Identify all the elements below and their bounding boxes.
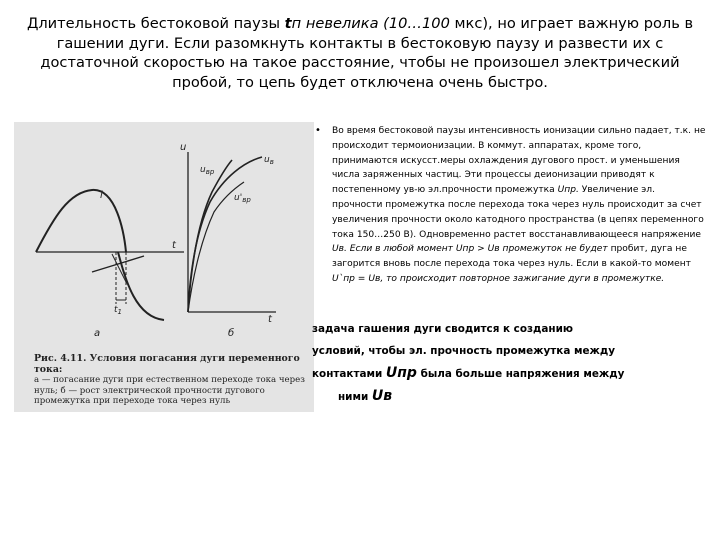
conclusion-line-4: ними Uв xyxy=(338,388,393,404)
label-t-a: t xyxy=(172,240,176,251)
label-b: б xyxy=(228,328,235,339)
title-symbol xyxy=(285,15,450,32)
figure-4-11 xyxy=(14,122,314,412)
bullet-list xyxy=(312,124,706,287)
title-symbol-t: t xyxy=(284,15,292,32)
symbol-u-pr: Uпр xyxy=(385,365,417,381)
label-u-vr: $u_{вр}$ xyxy=(200,165,215,176)
conclusion-line-2: условий, чтобы эл. прочность промежутка между xyxy=(312,345,616,357)
label-u-vr-prime: $u'_{вр}$ xyxy=(234,193,251,204)
title-text-2: мкс), но играет важную роль в гашении дуги. Если разомкнуть контакты в бестоковую паузу и развести их с достаточной скоростью на такое расстояние, чтобы не произошел электрический пробой, то цепь будет отключена очень быстро. xyxy=(40,15,694,91)
conclusion-line-1: задача гашения дуги сводится к созданию xyxy=(312,323,573,335)
conclusion-line-3: контактами Uпр была больше напряжения между xyxy=(312,365,625,381)
label-t-b: t xyxy=(268,314,272,325)
title-italic-part: п невелика (10…100 xyxy=(291,15,450,32)
label-t1: $t_1$ xyxy=(114,305,122,316)
slide-title xyxy=(20,14,700,92)
curve-u-vr xyxy=(188,160,232,312)
symbol-u-v: Uв xyxy=(371,388,393,404)
curve-u-v xyxy=(188,157,262,312)
voltage-line-a xyxy=(92,256,144,272)
label-i: i xyxy=(100,190,103,201)
label-a: а xyxy=(94,328,101,339)
list-item: • Во время бестоковой паузы интенсивность ионизации сильно падает, т.к. не происходит термоионизации. В коммут. аппаратах, кроме того, принимаются искусст.меры охлаждения дугового прост. и уменьшения числа заряженных частиц. Эти процессы деионизации приводят к постепенному ув-ю эл.прочности промежутка Uпр. Увеличение эл. прочности промежутка после перехода тока через нуль происходит за счет увеличения прочности около катодного пространства (в цепях переменного тока 150…250 В). Одновременно растет восстанавливающееся напряжение Uв. Если в любой момент Uпр > Uв промежуток не будет пробит, дуга не загорится вновь после перехода тока через нуль. Если в какой-то момент U`пр = Uв, то происходит повторное зажигание дуги в промежутке. xyxy=(312,124,706,287)
label-u-v: $u_в$ xyxy=(264,155,274,166)
current-curve-i xyxy=(36,190,126,252)
figure-caption xyxy=(34,354,314,407)
conclusion-text xyxy=(312,318,702,408)
caption-text: а — погасание дуги при естественном переходе тока через нуль; б — рост электрической прочности дугового промежутка при переходе тока через нуль xyxy=(34,375,305,406)
title-text-1: Длительность бестоковой паузы xyxy=(26,15,285,32)
caption-title: Рис. 4.11. Условия погасания дуги переменного тока: xyxy=(34,353,300,375)
label-u-axis: u xyxy=(180,142,187,153)
